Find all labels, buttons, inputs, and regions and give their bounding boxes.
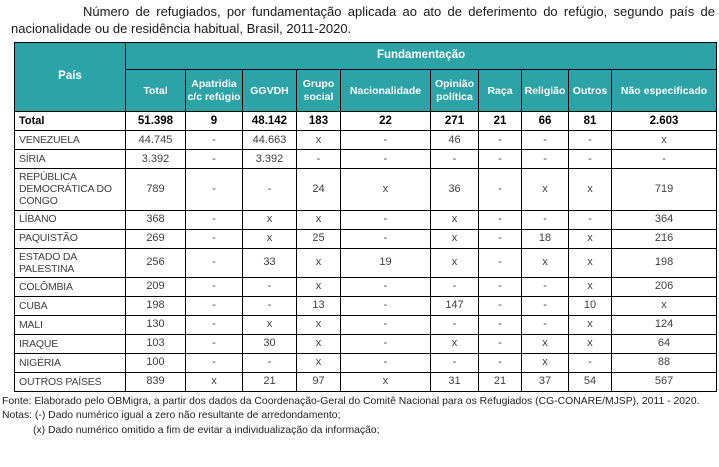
cell-value: x — [569, 229, 612, 248]
cell-value: 124 — [612, 315, 717, 334]
cell-value: - — [569, 210, 612, 229]
table-row — [15, 150, 717, 169]
cell-value: - — [569, 150, 612, 169]
cell-value: x — [569, 248, 612, 277]
cell-value: - — [341, 296, 431, 315]
refugees-table — [14, 42, 717, 391]
cell-value: - — [186, 131, 243, 150]
row-label: PAQUISTÃO — [15, 229, 126, 248]
cell-value: - — [431, 150, 479, 169]
cell-value: - — [479, 131, 522, 150]
cell-value: 567 — [612, 372, 717, 391]
column-header: Total — [126, 70, 186, 112]
cell-value: - — [479, 296, 522, 315]
column-header: Opinião política — [431, 70, 479, 112]
cell-value: 44.745 — [126, 131, 186, 150]
cell-value: x — [431, 248, 479, 277]
cell-value: 37 — [522, 372, 569, 391]
cell-value: 198 — [126, 296, 186, 315]
table-row — [15, 315, 717, 334]
cell-value: - — [341, 334, 431, 353]
column-header: Não especificado — [612, 70, 717, 112]
cell-value: x — [341, 372, 431, 391]
cell-value: 97 — [297, 372, 341, 391]
cell-value: x — [612, 296, 717, 315]
cell-value: 100 — [126, 353, 186, 372]
cell-value: - — [186, 169, 243, 210]
cell-value: - — [186, 277, 243, 296]
cell-value: x — [243, 315, 297, 334]
cell-value: - — [341, 131, 431, 150]
table-row — [15, 334, 717, 353]
table-row — [15, 277, 717, 296]
cell-value: 364 — [612, 210, 717, 229]
cell-value: - — [186, 229, 243, 248]
cell-value: x — [297, 131, 341, 150]
cell-value: 269 — [126, 229, 186, 248]
row-label: MALI — [15, 315, 126, 334]
source-note: Fonte: Elaborado pelo OBMigra, a partir dos dados da Coordenação-Geral do Comitê Nacional para os Refugiados (CG-CONARE/MJSP), 2011 - 2020. — [2, 395, 700, 407]
cell-value: x — [522, 334, 569, 353]
table-footnotes — [2, 395, 717, 439]
row-label: OUTROS PAÍSES — [15, 372, 126, 391]
cell-value: x — [522, 169, 569, 210]
cell-value: - — [341, 277, 431, 296]
table-row — [15, 131, 717, 150]
cell-value: x — [243, 210, 297, 229]
cell-value: - — [479, 353, 522, 372]
col-header-pais: País — [15, 43, 126, 112]
column-header: Raça — [479, 70, 522, 112]
group-header-row — [15, 43, 717, 70]
cell-value: - — [479, 248, 522, 277]
cell-value: 183 — [297, 112, 341, 131]
cell-value: 36 — [431, 169, 479, 210]
cell-value: 31 — [431, 372, 479, 391]
cell-value: x — [243, 229, 297, 248]
table-title: Número de refugiados, por fundamentação aplicada ao ato de deferimento do refúgio, segundo país de nacionalidade ou de residência habitual, Brasil, 2011-2020. — [11, 4, 715, 37]
cell-value: x — [297, 334, 341, 353]
cell-value: - — [297, 150, 341, 169]
table-row — [15, 296, 717, 315]
cell-value: 33 — [243, 248, 297, 277]
cell-value: x — [569, 277, 612, 296]
cell-value: - — [479, 315, 522, 334]
cell-value: 147 — [431, 296, 479, 315]
cell-value: x — [431, 229, 479, 248]
cell-value: x — [297, 210, 341, 229]
cell-value: - — [186, 334, 243, 353]
cell-value: - — [341, 210, 431, 229]
cell-value: - — [341, 353, 431, 372]
cell-value: - — [243, 353, 297, 372]
cell-value: - — [479, 277, 522, 296]
cell-value: 368 — [126, 210, 186, 229]
cell-value: - — [522, 150, 569, 169]
row-label: REPÚBLICA DEMOCRÁTICA DO CONGO — [15, 169, 126, 210]
cell-value: 46 — [431, 131, 479, 150]
group-header-fundamentacao: Fundamentação — [126, 43, 717, 70]
cell-value: x — [297, 315, 341, 334]
cell-value: x — [186, 372, 243, 391]
cell-value: x — [612, 131, 717, 150]
row-label: VENEZUELA — [15, 131, 126, 150]
table-row — [15, 229, 717, 248]
cell-value: 216 — [612, 229, 717, 248]
cell-value: 54 — [569, 372, 612, 391]
cell-value: x — [569, 315, 612, 334]
cell-value: 839 — [126, 372, 186, 391]
cell-value: - — [522, 296, 569, 315]
cell-value: 9 — [186, 112, 243, 131]
table-row — [15, 372, 717, 391]
row-label: IRAQUE — [15, 334, 126, 353]
cell-value: 24 — [297, 169, 341, 210]
cell-value: - — [479, 169, 522, 210]
cell-value: 30 — [243, 334, 297, 353]
column-header: Nacionalidade — [341, 70, 431, 112]
cell-value: - — [522, 277, 569, 296]
cell-value: 21 — [479, 372, 522, 391]
cell-value: 51.398 — [126, 112, 186, 131]
note-x: (x) Dado numérico omitido a fim de evitar a individualização da informação; — [33, 424, 380, 436]
cell-value: x — [569, 334, 612, 353]
cell-value: 103 — [126, 334, 186, 353]
cell-value: 3.392 — [243, 150, 297, 169]
cell-value: 198 — [612, 248, 717, 277]
cell-value: - — [431, 353, 479, 372]
cell-value: - — [186, 150, 243, 169]
cell-value: - — [479, 334, 522, 353]
cell-value: - — [479, 229, 522, 248]
column-header: Grupo social — [297, 70, 341, 112]
cell-value: x — [522, 353, 569, 372]
cell-value: - — [569, 131, 612, 150]
cell-value: 719 — [612, 169, 717, 210]
cell-value: - — [341, 315, 431, 334]
row-label: COLÔMBIA — [15, 277, 126, 296]
table-row — [15, 169, 717, 210]
cell-value: - — [431, 277, 479, 296]
cell-value: - — [569, 353, 612, 372]
cell-value: 21 — [479, 112, 522, 131]
cell-value: - — [186, 296, 243, 315]
cell-value: - — [341, 229, 431, 248]
cell-value: 10 — [569, 296, 612, 315]
cell-value: 21 — [243, 372, 297, 391]
row-label: ESTADO DA PALESTINA — [15, 248, 126, 277]
cell-value: 66 — [522, 112, 569, 131]
table-row — [15, 353, 717, 372]
cell-value: x — [297, 353, 341, 372]
report-page — [0, 3, 719, 467]
row-label: NIGÉRIA — [15, 353, 126, 372]
cell-value: - — [479, 150, 522, 169]
column-header: Religião — [522, 70, 569, 112]
cell-value: - — [243, 277, 297, 296]
cell-value: - — [186, 210, 243, 229]
cell-value: 44.663 — [243, 131, 297, 150]
total-row — [15, 112, 717, 131]
cell-value: x — [522, 248, 569, 277]
row-label: SÍRIA — [15, 150, 126, 169]
cell-value: 256 — [126, 248, 186, 277]
cell-value: x — [431, 210, 479, 229]
cell-value: 13 — [297, 296, 341, 315]
cell-value: x — [341, 169, 431, 210]
cell-value: - — [186, 248, 243, 277]
cell-value: 64 — [612, 334, 717, 353]
cell-value: 271 — [431, 112, 479, 131]
cell-value: 209 — [126, 277, 186, 296]
table-row — [15, 210, 717, 229]
cell-value: - — [243, 169, 297, 210]
row-label: CUBA — [15, 296, 126, 315]
table-header — [15, 43, 717, 112]
cell-value: - — [522, 315, 569, 334]
cell-value: 2.603 — [612, 112, 717, 131]
cell-value: x — [297, 248, 341, 277]
cell-value: 206 — [612, 277, 717, 296]
cell-value: - — [186, 353, 243, 372]
cell-value: 48.142 — [243, 112, 297, 131]
cell-value: - — [522, 131, 569, 150]
note-dash: Notas: (-) Dado numérico igual a zero não resultante de arredondamento; — [2, 410, 341, 422]
cell-value: - — [186, 315, 243, 334]
table-body — [15, 112, 717, 391]
cell-value: x — [569, 169, 612, 210]
cell-value: - — [243, 296, 297, 315]
row-label: LÍBANO — [15, 210, 126, 229]
column-header: Outros — [569, 70, 612, 112]
cell-value: 88 — [612, 353, 717, 372]
cell-value: x — [431, 334, 479, 353]
cell-value: 19 — [341, 248, 431, 277]
cell-value: - — [341, 150, 431, 169]
row-label: Total — [15, 112, 126, 131]
cell-value: - — [522, 210, 569, 229]
table-row — [15, 248, 717, 277]
column-header: Apatridia c/c refúgio — [186, 70, 243, 112]
cell-value: - — [612, 150, 717, 169]
cell-value: - — [479, 210, 522, 229]
cell-value: 81 — [569, 112, 612, 131]
cell-value: 130 — [126, 315, 186, 334]
cell-value: x — [297, 277, 341, 296]
cell-value: - — [431, 315, 479, 334]
cell-value: 22 — [341, 112, 431, 131]
column-header: GGVDH — [243, 70, 297, 112]
cell-value: 789 — [126, 169, 186, 210]
cell-value: 18 — [522, 229, 569, 248]
cell-value: 25 — [297, 229, 341, 248]
cell-value: 3.392 — [126, 150, 186, 169]
